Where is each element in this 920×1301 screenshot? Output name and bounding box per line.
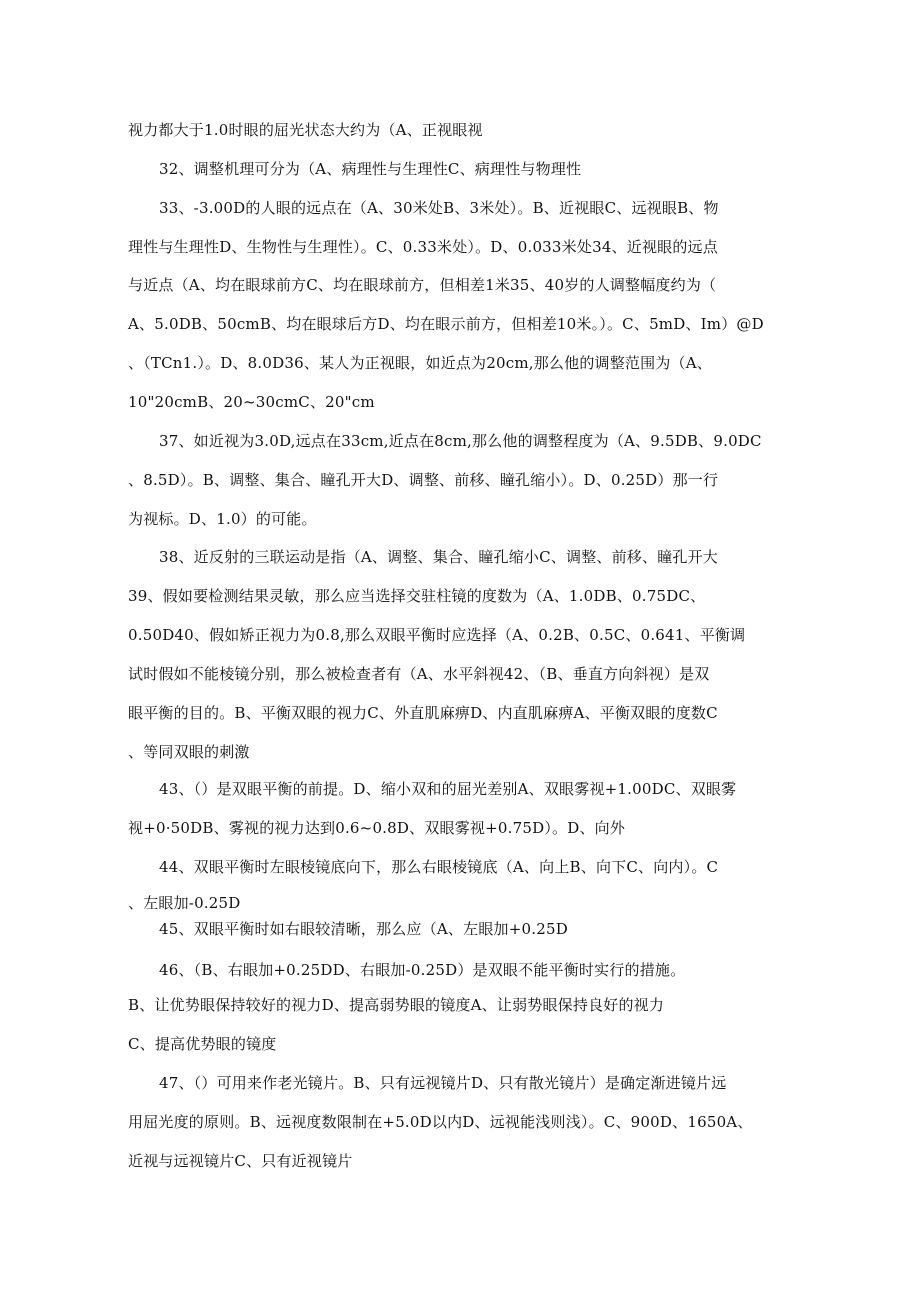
text-line: A、5.0DB、50cmB、均在眼球后方D、均在眼示前方，但相差10米。）。C、5mD、Im）@D [128, 315, 764, 333]
text-line: 10"20cmB、20~30cmC、20"cm [128, 393, 375, 411]
text-line: B、让优势眼保持较好的视力D、提高弱势眼的镜度A、让弱势眼保持良好的视力 [128, 996, 665, 1014]
text-line: 试时假如不能棱镜分别，那么被检查者有（A、水平斜视42、（B、垂直方向斜视）是双 [128, 665, 710, 683]
text-line: 43、（）是双眼平衡的前提。D、缩小双和的屈光差别A、双眼雾视+1.00DC、双眼雾 [159, 780, 737, 798]
text-line: 44、双眼平衡时左眼棱镜底向下，那么右眼棱镜底（A、向上B、向下C、向内）。C [159, 858, 719, 876]
text-line: 45、双眼平衡时如右眼较清晰，那么应（A、左眼加+0.25D [159, 920, 568, 938]
text-line: C、提高优势眼的镜度 [128, 1035, 277, 1053]
text-line: 、左眼加-0.25D [128, 894, 241, 912]
text-line: 与近点（A、均在眼球前方C、均在眼球前方，但相差1米35、40岁的人调整幅度约为（ [128, 276, 717, 294]
text-line: 、8.5D）。B、调整、集合、瞳孔开大D、调整、前移、瞳孔缩小）。D、0.25D）那一行 [128, 471, 719, 489]
text-line: 47、（）可用来作老光镜片。B、只有远视镜片D、只有散光镜片）是确定渐进镜片远 [159, 1074, 727, 1092]
text-line: 38、近反射的三联运动是指（A、调整、集合、瞳孔缩小C、调整、前移、瞳孔开大 [159, 548, 718, 566]
text-line: 39、假如要检测结果灵敏，那么应当选择交驻柱镜的度数为（A、1.0DB、0.75DC、 [128, 587, 706, 605]
text-line: 37、如近视为3.0D,远点在33cm,近点在8cm,那么他的调整程度为（A、9.5DB、9.0DC [159, 432, 762, 450]
text-line: 为视标。D、1.0）的可能。 [128, 510, 317, 528]
text-line: 用屈光度的原则。B、远视度数限制在+5.0D以内D、远视能浅则浅）。C、900D、1650A、 [128, 1113, 753, 1131]
text-line: 0.50D40、假如矫正视力为0.8,那么双眼平衡时应选择（A、0.2B、0.5C、0.641、平衡调 [128, 626, 746, 644]
text-line: 理性与生理性D、生物性与生理性）。C、0.33米处）。D、0.033米处34、近视眼的远点 [128, 238, 718, 256]
text-line: 32、调整机理可分为（A、病理性与生理性C、病理性与物理性 [159, 160, 582, 178]
text-line: 、等同双眼的刺激 [128, 743, 250, 761]
text-line: 33、-3.00D的人眼的远点在（A、30米处B、3米处）。B、近视眼C、远视眼B、物 [159, 199, 719, 217]
text-line: 近视与远视镜片C、只有近视镜片 [128, 1152, 353, 1170]
text-line: 、（TCn1.）。D、8.0D36、某人为正视眼，如近点为20cm,那么他的调整范围为（A、 [128, 354, 712, 372]
text-line: 视+0·50DB、雾视的视力达到0.6~0.8D、双眼雾视+0.75D）。D、向外 [128, 819, 626, 837]
text-line: 视力都大于1.0时眼的屈光状态大约为（A、正视眼视 [128, 121, 483, 139]
text-line: 46、（B、右眼加+0.25DD、右眼加-0.25D）是双眼不能平衡时实行的措施。 [159, 961, 686, 979]
text-line: 眼平衡的目的。B、平衡双眼的视力C、外直肌麻痹D、内直肌麻痹A、平衡双眼的度数C [128, 704, 718, 722]
